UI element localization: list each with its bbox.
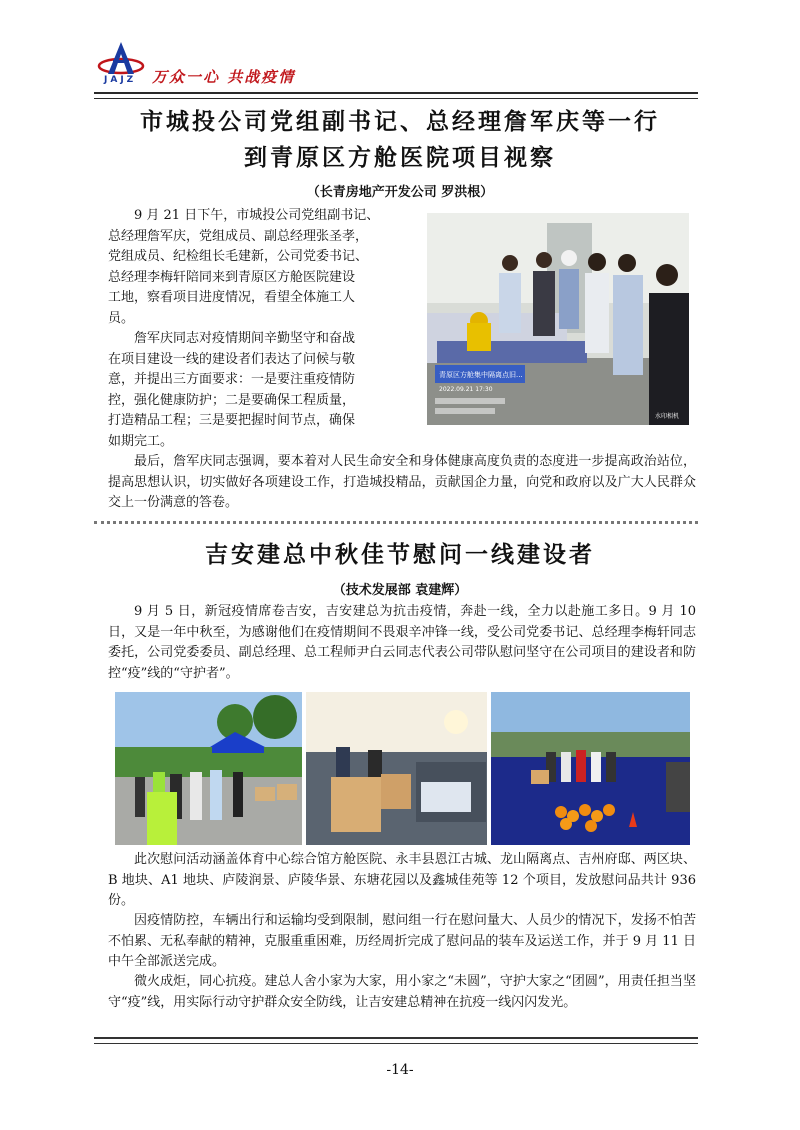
text-line: 9 月 21 日下午，市城投公司党组副书记、: [134, 208, 380, 223]
distribution-photo-1: [115, 692, 302, 845]
article2-paragraph-1: 9 月 5 日，新冠疫情席卷吉安，吉安建总为抗击疫情，奔赴一线，全力以赴施工多日。9 月 10 日，又是一年中秋至，为感谢他们在疫情期间不畏艰辛冲锋一线，受公司党委书记、总经理李梅轩同志委托，公司党委委员、副总经理、总工程师尹白云同志代表公司带队慰问坚守在公司项目的建设者和防控“疫”线的“守护者”。: [108, 604, 696, 681]
text-line: 如期完工。: [108, 433, 174, 449]
text-line: 员。: [108, 310, 135, 326]
text-line: 控，强化健康防护；二是要确保工程质量，: [108, 392, 356, 408]
text-line: 总经理李梅轩陪同来到青原区方舱医院建设: [108, 269, 356, 285]
site-inspection-photo: [427, 213, 689, 425]
article2-title: 吉安建总中秋佳节慰问一线建设者: [205, 541, 595, 568]
text-line: 詹军庆同志对疫情期间辛勤坚守和奋战: [134, 331, 356, 346]
article1-paragraph-1: [108, 206, 420, 329]
text-line: 总经理詹军庆，党组成员、副总经理张圣孝，: [108, 228, 369, 244]
article1-title-line1: 市城投公司党组副书记、总经理詹军庆等一行: [140, 108, 660, 135]
article2-byline: （技术发展部 袁建辉）: [332, 583, 468, 598]
article2-paragraph-2: 此次慰问活动涵盖体育中心综合馆方舱医院、永丰县恩江古城、龙山隔离点、吉州府邸、两区块、B 地块、A1 地块、庐陵润景、庐陵华景、东塘花园以及鑫城佳苑等 12 个项目，发放慰问品共计 936 份。: [108, 852, 696, 908]
section-divider: [94, 521, 698, 524]
article1-byline: （长青房地产开发公司 罗洪根）: [306, 185, 494, 200]
photo-watermark: 水印相机: [655, 413, 680, 420]
text-line: 党组成员、纪检组长毛建新，公司党委书记、: [108, 249, 369, 264]
article1-title-line2: 到青原区方舱医院项目视察: [244, 144, 556, 171]
article2-paragraph-4: 微火成炬，同心抗疫。建总人舍小家为大家，用小家之“未圆”，守护大家之“团圆”，用责任担当坚守“疫”线，用实际行动守护群众安全防线，让吉安建总精神在抗疫一线闪闪发光。: [108, 974, 696, 1010]
header-divider: [94, 92, 698, 99]
text-line: 工地，察看项目进度情况，看望全体施工人: [108, 290, 356, 305]
header-slogan: 万众一心 共战疫情: [152, 68, 296, 86]
text-line: 意，并提出三方面要求：一是要注重疫情防: [108, 372, 356, 387]
text-line: 在项目建设一线的建设者们表达了问候与敬: [108, 351, 356, 367]
photo-caption: 青原区方舱集中隔离点旧...: [439, 371, 523, 379]
distribution-photo-2: [306, 692, 487, 845]
distribution-photo-3: [491, 692, 690, 845]
photo-date: 2022.09.21 17:30: [439, 386, 493, 393]
page-number: -14-: [386, 1062, 414, 1078]
article1-paragraph-3: 最后，詹军庆同志强调，要本着对人民生命安全和身体健康高度负责的态度进一步提高政治站位，提高思想认识，切实做好各项建设工作，打造城投精品，贡献国企力量，向党和政府以及广大人民群众交上一份满意的答卷。: [108, 454, 696, 510]
article1-paragraph-2: [108, 329, 420, 452]
text-line: 打造精品工程；三是要把握时间节点，确保: [108, 413, 356, 428]
article2-paragraph-3: 因疫情防控，车辆出行和运输均受到限制，慰问组一行在慰问量大、人员少的情况下，发扬不怕苦不怕累、无私奉献的精神，克服重重困难，历经周折完成了慰问品的装车及运送工作，并于 9 月 11 日中午全部派送完成。: [108, 913, 696, 969]
footer-divider: [94, 1037, 698, 1044]
logo-text: JAJZ: [104, 75, 137, 85]
